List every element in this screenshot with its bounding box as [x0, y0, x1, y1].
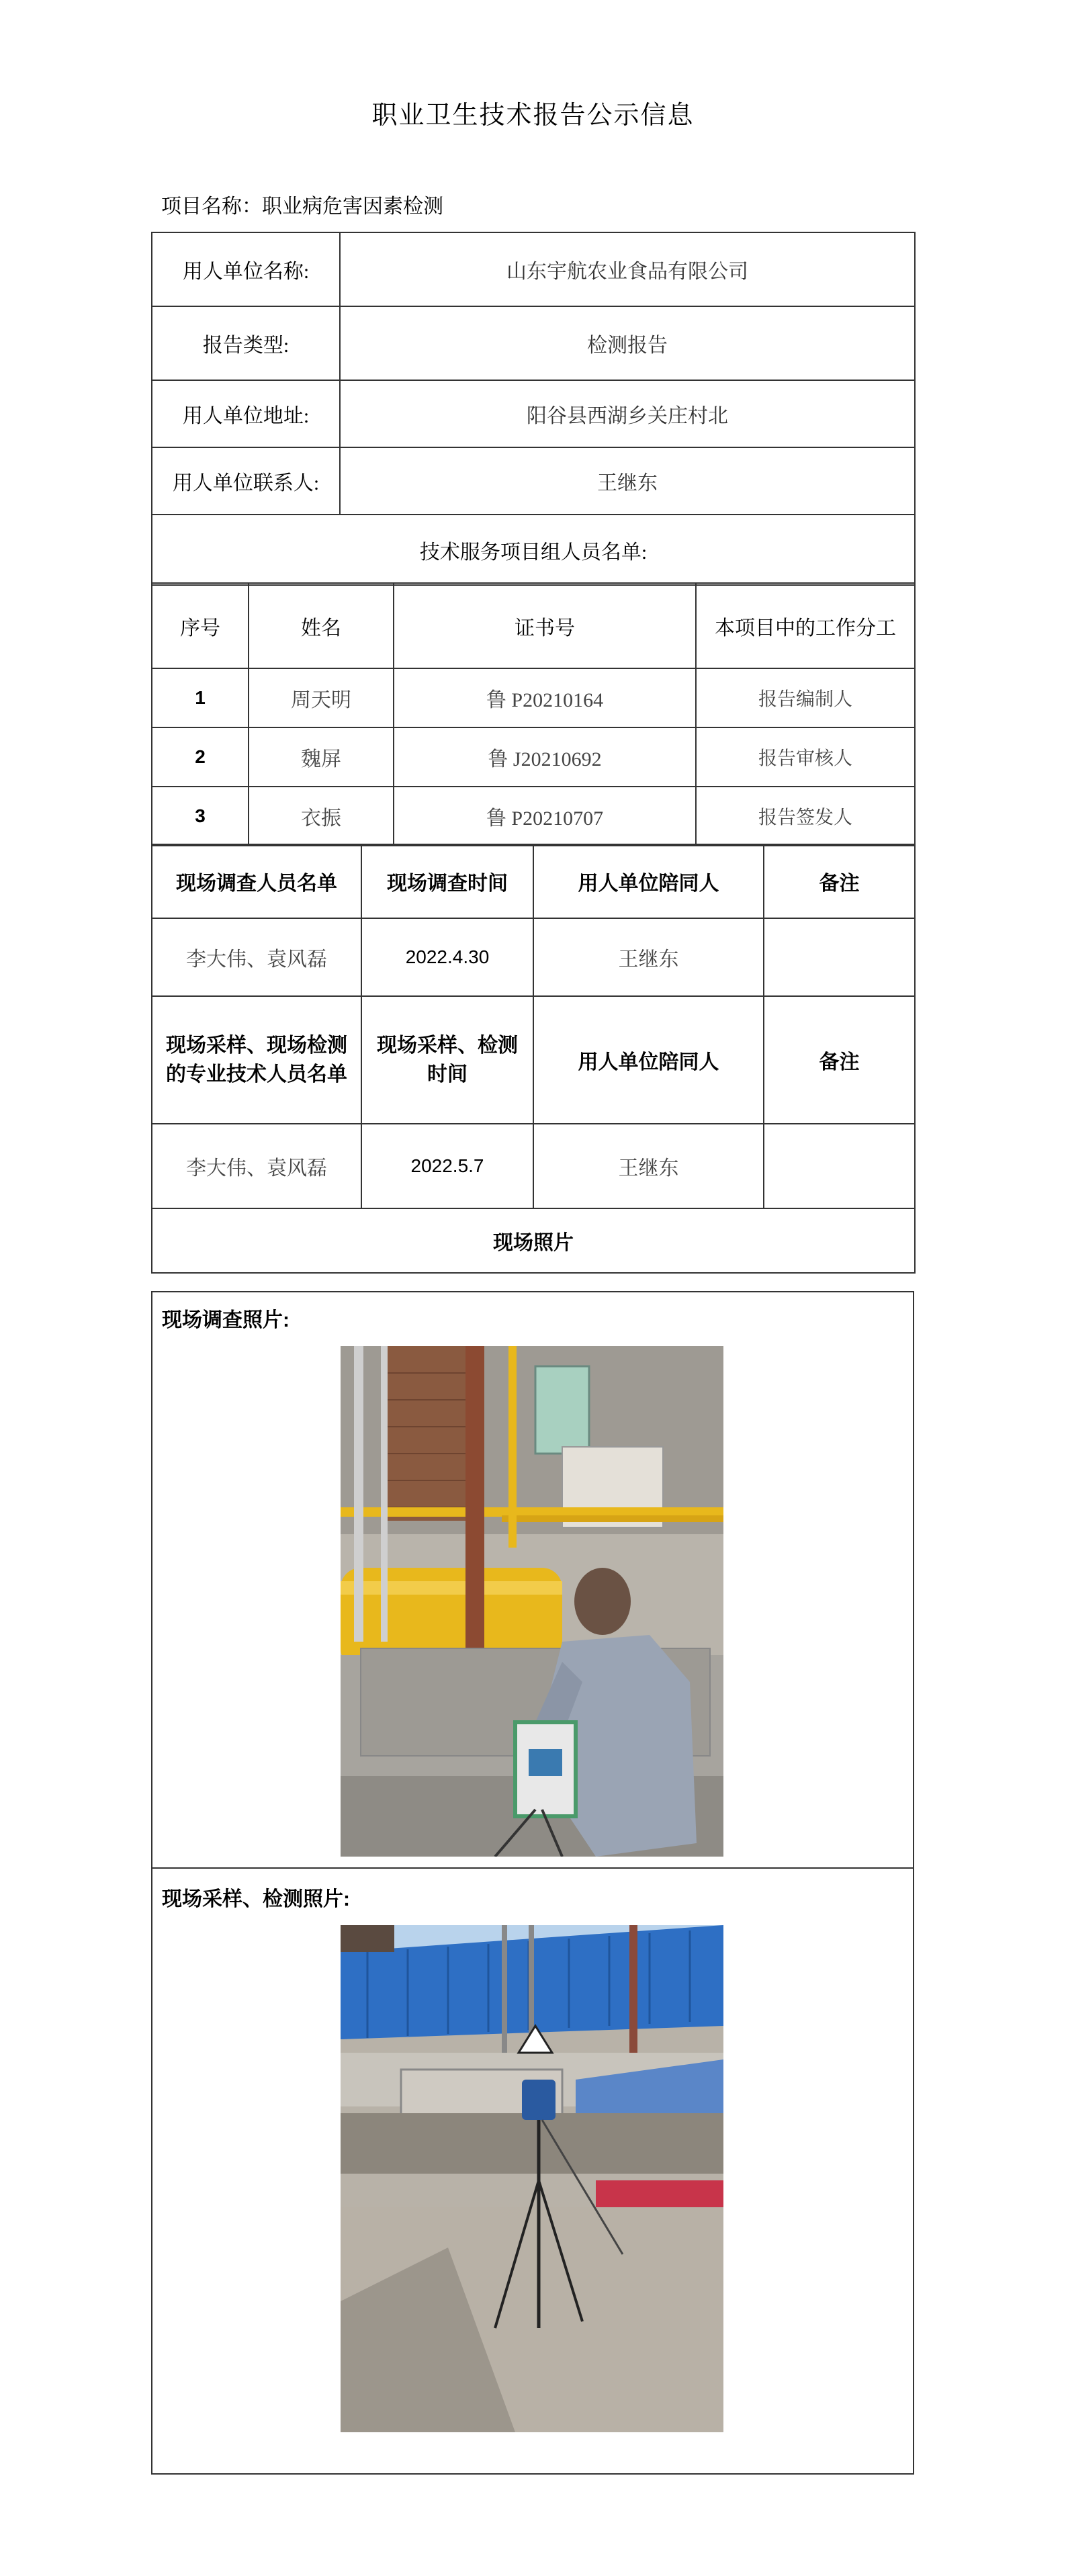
table-row — [152, 918, 915, 996]
team-table — [151, 582, 916, 846]
report-type-value: 检测报告 — [340, 306, 915, 380]
report-type-label: 报告类型: — [152, 306, 340, 380]
team-row-cert: 鲁 J20210692 — [394, 727, 696, 787]
photos-box — [151, 1291, 914, 2475]
contact-value: 王继东 — [340, 447, 915, 515]
survey-escort: 王继东 — [533, 918, 764, 996]
sampling-escort: 王继东 — [533, 1124, 764, 1208]
page-title: 职业卫生技术报告公示信息 — [371, 101, 695, 130]
table-row — [152, 727, 915, 787]
team-row-role: 报告审核人 — [696, 727, 915, 787]
team-row-cert: 鲁 P20210707 — [394, 787, 696, 846]
survey-photo — [341, 1346, 723, 1857]
team-row-no: 1 — [152, 668, 249, 727]
survey-time: 2022.4.30 — [361, 918, 533, 996]
team-heading: 技术服务项目组人员名单: — [152, 515, 915, 585]
team-row-name: 衣振 — [249, 787, 394, 846]
team-row-role: 报告编制人 — [696, 668, 915, 727]
photos-divider — [152, 1867, 913, 1869]
sampling-time: 2022.5.7 — [361, 1124, 533, 1208]
sampling-header-people: 现场采样、现场检测的专业技术人员名单 — [152, 996, 361, 1124]
survey-header-people: 现场调查人员名单 — [152, 844, 361, 918]
table-row — [152, 1124, 915, 1208]
team-row-no: 3 — [152, 787, 249, 846]
team-row-role: 报告签发人 — [696, 787, 915, 846]
address-value: 阳谷县西湖乡关庄村北 — [340, 380, 915, 447]
survey-header-time: 现场调查时间 — [361, 844, 533, 918]
employer-value: 山东宇航农业食品有限公司 — [340, 232, 915, 306]
survey-photo-label: 现场调查照片: — [162, 1309, 290, 1331]
sampling-photo-label: 现场采样、检测照片: — [162, 1888, 350, 1910]
sampling-header-time: 现场采样、检测时间 — [361, 996, 533, 1124]
survey-header-note: 备注 — [764, 844, 915, 918]
team-row-no: 2 — [152, 727, 249, 787]
project-name: 项目名称：职业病危害因素检测 — [161, 195, 443, 218]
team-header-name: 姓名 — [249, 583, 394, 668]
survey-header-escort: 用人单位陪同人 — [533, 844, 764, 918]
sampling-photo — [341, 1925, 723, 2432]
team-header-cert: 证书号 — [394, 583, 696, 668]
address-label: 用人单位地址: — [152, 380, 340, 447]
team-header-no: 序号 — [152, 583, 249, 668]
photos-heading: 现场照片 — [152, 1208, 915, 1273]
sampling-note — [764, 1124, 915, 1208]
sampling-header-note: 备注 — [764, 996, 915, 1124]
table-row — [152, 787, 915, 846]
team-row-name: 周天明 — [249, 668, 394, 727]
team-header-role: 本项目中的工作分工 — [696, 583, 915, 668]
survey-people: 李大伟、袁风磊 — [152, 918, 361, 996]
survey-table — [151, 844, 916, 1274]
survey-note — [764, 918, 915, 996]
sampling-header-escort: 用人单位陪同人 — [533, 996, 764, 1124]
team-row-name: 魏屏 — [249, 727, 394, 787]
contact-label: 用人单位联系人: — [152, 447, 340, 515]
employer-label: 用人单位名称: — [152, 232, 340, 306]
table-row — [152, 668, 915, 727]
info-table — [151, 232, 916, 586]
sampling-people: 李大伟、袁风磊 — [152, 1124, 361, 1208]
team-row-cert: 鲁 P20210164 — [394, 668, 696, 727]
